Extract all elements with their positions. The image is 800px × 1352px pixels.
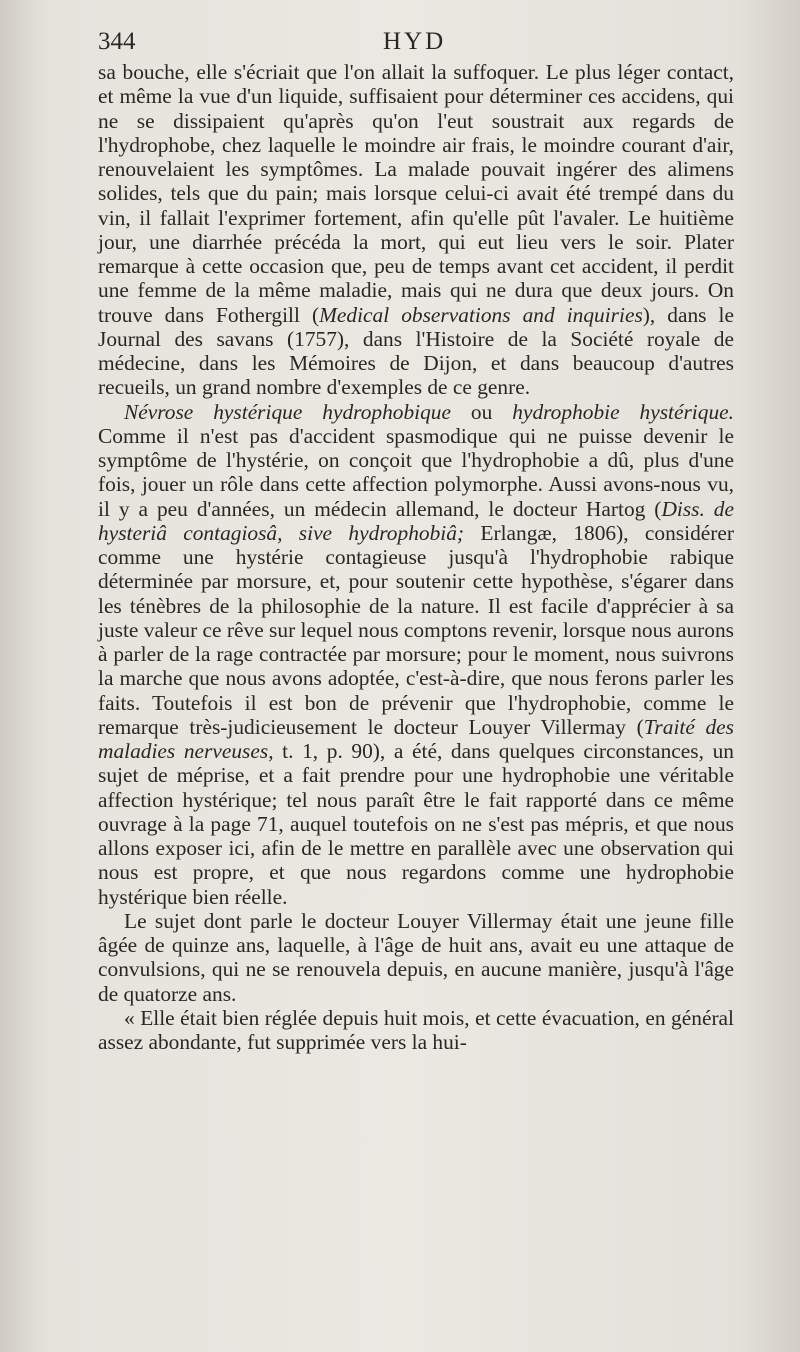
page-header — [98, 28, 734, 64]
italic-term: hydrophobie hystérique. — [512, 399, 734, 424]
italic-term: Névrose hystérique hydrophobique — [124, 399, 451, 424]
running-head: HYD — [383, 28, 447, 55]
text-segment: , t. 1, p. 90), a été, dans quelques circonstances, un sujet de méprise, et a fait prendre pour une hydrophobie une véritable affection hystérique; tel nous paraît être le fait rapporté dans ce même ouvrage à la page 71, auquel toutefois on ne s'est pas mépris, et que nous allons exposer ici, afin de le mettre en parallèle avec une observation qui nous est propre, et que nous regardons comme une hydrophobie hystérique bien réelle. — [98, 739, 734, 909]
italic-title: Medical observations and inquiries — [319, 302, 643, 327]
text-segment: ), dans le Journal des savans (1757), dans l'Histoire de la Société royale de médecine, dans les Mémoires de Dijon, et dans beaucoup d'autres recueils, un grand nombre d'exemples de ce genre. — [98, 302, 734, 400]
text-segment: Le sujet dont parle le docteur Louyer Villermay était une jeune fille âgée de quinze ans, laquelle, à l'âge de huit ans, avait eu une attaque de convulsions, qui ne se renouvela depuis, en aucune manière, jusqu'à l'âge de quatorze ans. — [98, 908, 734, 1006]
text-segment: Erlangæ, 1806), considérer comme une hystérie contagieuse jusqu'à l'hydrophobie rabique déterminée par morsure, et, pour soutenir cette hypothèse, s'égarer dans les ténèbres de la philosophie de la nature. Il est facile d'apprécier à sa juste valeur ce rêve sur lequel nous comptons revenir, lorsque nous aurons à parler de la rage contractée par morsure; pour le moment, nous suivrons la marche que nous avons adoptée, c'est-à-dire, que nous ferons parler les faits. Toutefois il est bon de prévenir que l'hydrophobie, comme le remarque très-judicieusement le docteur Louyer Villermay ( — [98, 520, 735, 739]
page-number: 344 — [98, 28, 136, 55]
italic-title: Diss. de hysteriâ contagiosâ, sive hydrophobiâ; — [98, 496, 734, 545]
body-text — [98, 60, 734, 1054]
text-segment: ou — [451, 399, 513, 424]
paragraph-3 — [98, 909, 734, 1006]
italic-title: Traité des maladies nerveuses — [98, 714, 734, 763]
text-segment: « Elle était bien réglée depuis huit mois, et cette évacuation, en général assez abondante, fut supprimée vers la hui- — [98, 1005, 734, 1054]
text-segment: Comme il n'est pas d'accident spasmodique qui ne puisse devenir le symptôme de l'hystérie, on conçoit que l'hydrophobie a dû, plus d'une fois, jouer un rôle dans cette affection polymorphe. Aussi avons-nous vu, il y a peu d'années, un médecin allemand, le docteur Hartog ( — [98, 423, 734, 521]
paragraph-2 — [98, 400, 734, 909]
text-segment: sa bouche, elle s'écriait que l'on allait la suffoquer. Le plus léger contact, et même la vue d'un liquide, suffisaient pour déterminer ces accidens, qui ne se dissipaient qu'après qu'on l'eut soustrait aux regards de l'hydrophobe, chez laquelle le moindre air frais, le moindre courant d'air, renouvelaient les symptômes. La malade pouvait ingérer des alimens solides, tels que du pain; mais lorsque celui-ci avait été trempé dans du vin, il fallait l'exprimer fortement, afin qu'elle pût l'avaler. Le huitième jour, une diarrhée précéda la mort, qui eut lieu vers le soir. Plater remarque à cette occasion que, peu de temps avant cet accident, il perdit une femme de la même maladie, mais qui ne dura que deux jours. On trouve dans Fothergill ( — [98, 60, 734, 327]
paragraph-1 — [98, 60, 734, 400]
paragraph-4 — [98, 1006, 734, 1055]
